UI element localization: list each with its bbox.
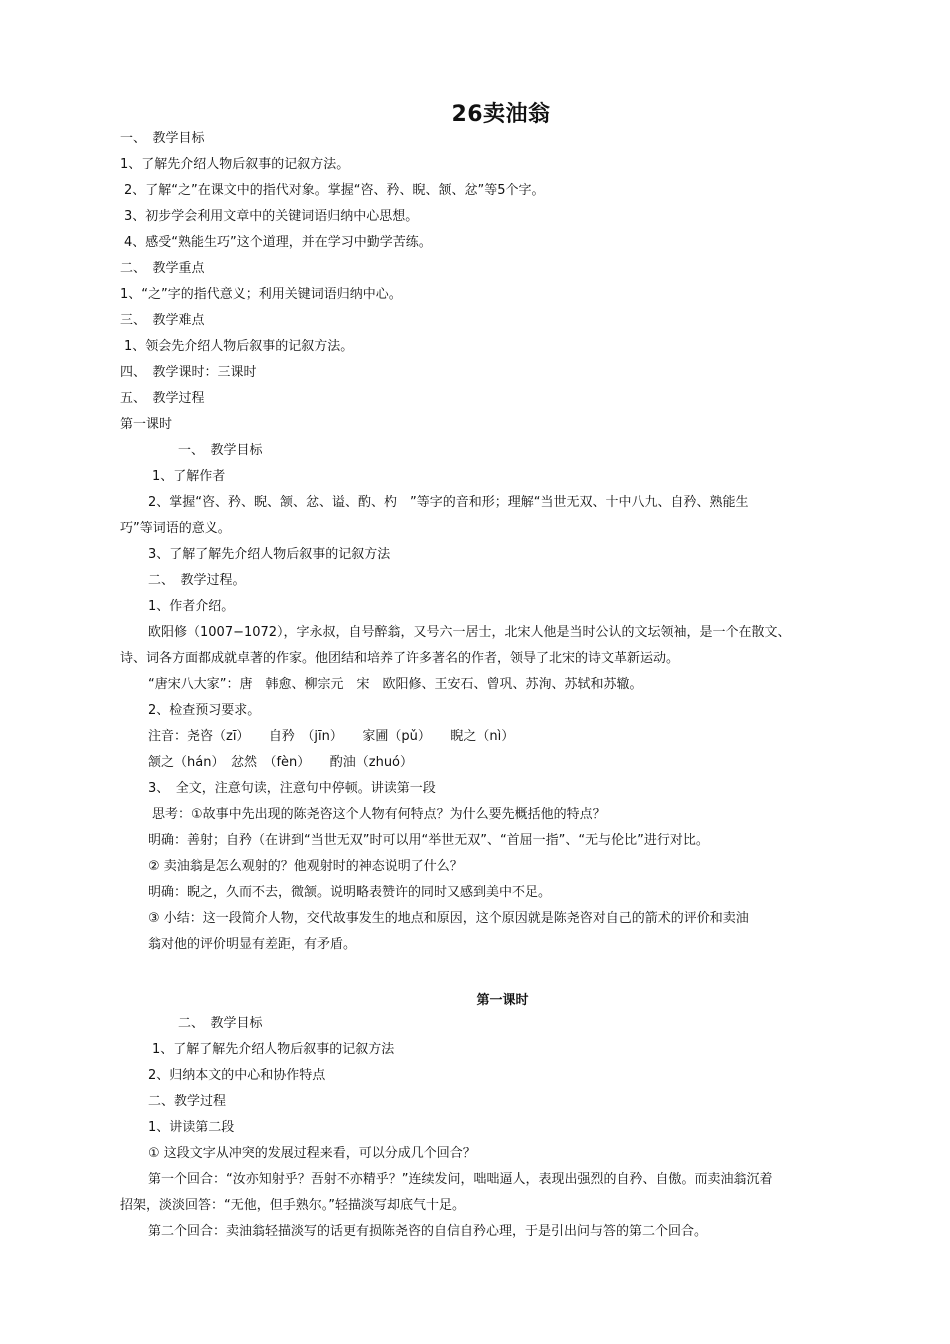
text-line: 2、掌握“咨、矜、睨、颔、忿、谥、酌、杓 ”等字的音和形；理解“当世无双、十中八九、自矜、熟能生 <box>148 495 749 510</box>
text-line: 第一个回合：“汝亦知射乎？吾射不亦精乎？”连续发问，咄咄逼人，表现出强烈的自矜、自傲。而卖油翁沉着 <box>148 1172 773 1187</box>
text-line: 翁对他的评价明显有差距，有矛盾。 <box>148 937 357 952</box>
text-line: 2、检查预习要求。 <box>148 703 261 718</box>
text-line: 招架，淡淡回答：“无他，但手熟尔。”轻描淡写却底气十足。 <box>120 1198 465 1213</box>
text-line: ② 卖油翁是怎么观射的？他观射时的神态说明了什么？ <box>148 859 463 874</box>
text-line: 3、了解了解先介绍人物后叙事的记叙方法 <box>148 547 391 562</box>
text-line: 1、作者介绍。 <box>148 599 235 614</box>
text-line: 明确：善射；自矜（在讲到“当世无双”时可以用“举世无双”、“首屈一指”、“无与伦比”进行对比。 <box>148 833 709 848</box>
text-line: 1、领会先介绍人物后叙事的记叙方法。 <box>124 339 354 354</box>
text-line: 1、了解先介绍人物后叙事的记叙方法。 <box>120 157 350 172</box>
section-heading: 二、 教学过程。 <box>148 573 246 588</box>
text-line: 欧阳修（1007−1072），字永叔，自号醉翁，又号六一居士，北宋人他是当时公认的文坛领袖，是一个在散文、 <box>148 625 791 640</box>
text-line: 3、 全文，注意句读，注意句中停顿。讲读第一段 <box>148 781 436 796</box>
text-line: 1、讲读第二段 <box>148 1120 235 1135</box>
text-line: 巧”等词语的意义。 <box>120 521 231 536</box>
section-heading: 四、 教学课时：三课时 <box>120 365 257 380</box>
text-line: 2、归纳本文的中心和协作特点 <box>148 1068 326 1083</box>
text-line: 2、了解“之”在课文中的指代对象。掌握“咨、矜、睨、颔、忿”等5个字。 <box>124 183 545 198</box>
section-heading: 二、 教学重点 <box>120 261 205 276</box>
text-line: 思考：①故事中先出现的陈尧咨这个人物有何特点？为什么要先概括他的特点？ <box>152 807 606 822</box>
text-line: 3、初步学会利用文章中的关键词语归纳中心思想。 <box>124 209 419 224</box>
section-heading: 二、教学过程 <box>148 1094 227 1109</box>
section-heading: 二、 教学目标 <box>178 1016 263 1031</box>
text-line: “唐宋八大家”：唐 韩愈、柳宗元 宋 欧阳修、王安石、曾巩、苏洵、苏轼和苏辙。 <box>148 677 643 692</box>
text-line: 颔之（hán） 忿然 （fèn） 酌油（zhuó） <box>148 755 414 770</box>
section-heading: 三、 教学难点 <box>120 313 205 328</box>
lesson-heading: 第一课时 <box>120 417 173 432</box>
text-line: 1、“之”字的指代意义；利用关键词语归纳中心。 <box>120 287 402 302</box>
text-line: 第二个回合：卖油翁轻描淡写的话更有损陈尧咨的自信自矜心理，于是引出问与答的第二个回合。 <box>148 1224 708 1239</box>
text-line: ③ 小结：这一段简介人物，交代故事发生的地点和原因，这个原因就是陈尧咨对自己的箭术的评价和卖油 <box>148 911 749 926</box>
text-line: 1、了解作者 <box>152 469 226 484</box>
text-line: 注音：尧咨（zī） 自矜 （jīn） 家圃（pǔ） 睨之（nì） <box>148 729 515 744</box>
section-heading: 一、 教学目标 <box>120 131 205 146</box>
section-heading: 一、 教学目标 <box>178 443 263 458</box>
section-heading: 五、 教学过程 <box>120 391 205 406</box>
text-line: ① 这段文字从冲突的发展过程来看，可以分成几个回合？ <box>148 1146 476 1161</box>
text-line: 4、感受“熟能生巧”这个道理，并在学习中勤学苦练。 <box>124 235 432 250</box>
document-title: 26卖油翁 <box>451 102 551 127</box>
lesson-heading: 第一课时 <box>476 993 529 1008</box>
text-line: 1、了解了解先介绍人物后叙事的记叙方法 <box>152 1042 395 1057</box>
text-line: 诗、词各方面都成就卓著的作家。他团结和培养了许多著名的作者，领导了北宋的诗文革新运动。 <box>120 651 680 666</box>
text-line: 明确：睨之，久而不去，微颔。说明略表赞许的同时又感到美中不足。 <box>148 885 552 900</box>
